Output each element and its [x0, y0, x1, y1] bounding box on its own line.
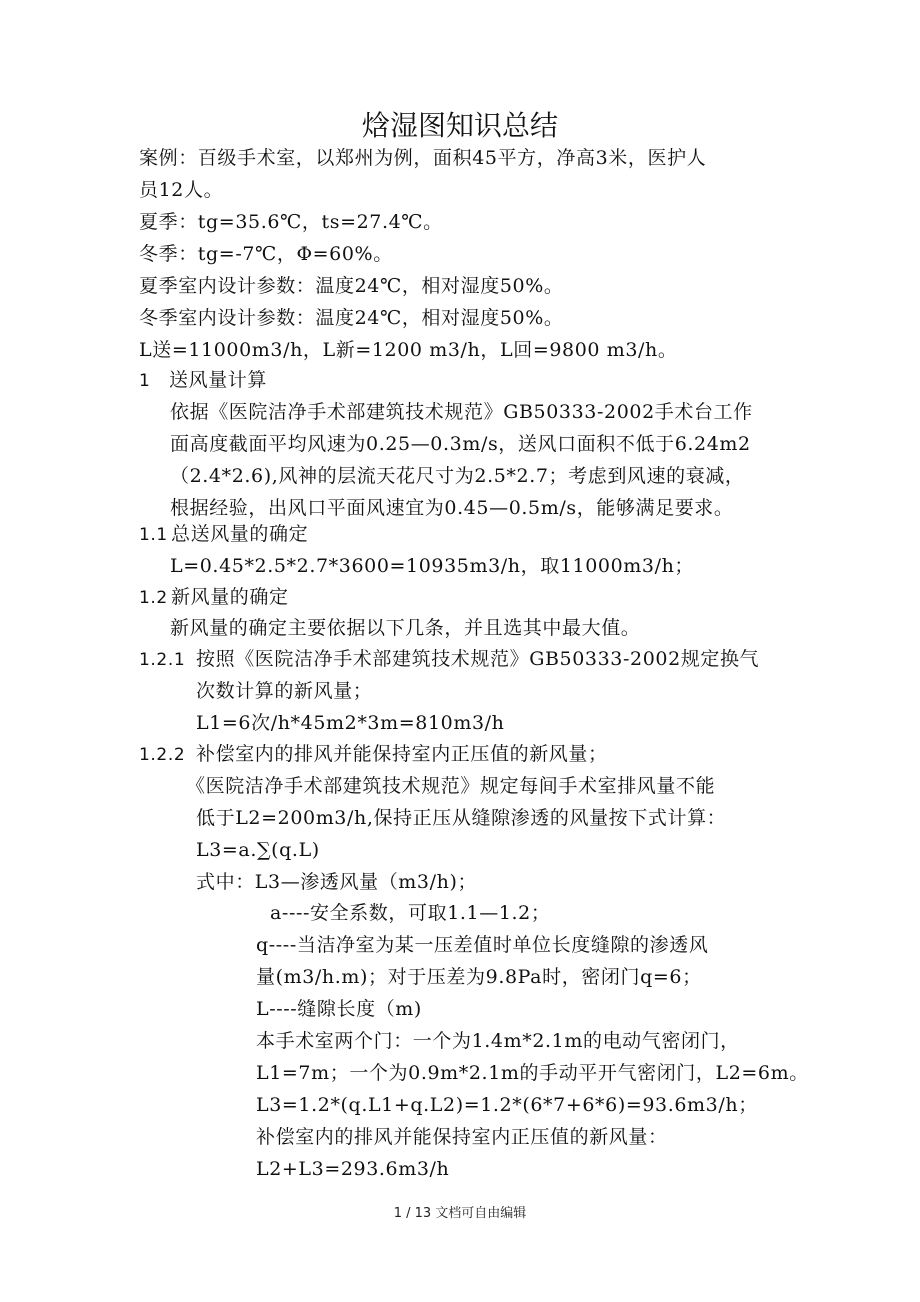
section-number: 1.2.2 [139, 745, 186, 765]
definition-L: L----缝隙长度（m) [256, 998, 422, 1020]
airflow-summary: L送=11000m3/h，L新=1200 m3/h，L回=9800 m3/h。 [139, 339, 678, 361]
section-1-2-1-line1: 1.2.1 按照《医院洁净手术部建筑技术规范》GB50333-2002规定换气 [139, 646, 759, 673]
section-1-para-line: （2.4*2.6),风神的层流天花尺寸为2.5*2.7；考虑到风速的衰减， [170, 465, 745, 487]
section-1-2-para: 新风量的确定主要依据以下几条，并且选其中最大值。 [170, 617, 641, 639]
section-number: 1.2 [139, 588, 168, 608]
section-1-2-1-line2: 次数计算的新风量； [196, 680, 373, 702]
infiltration-formula: L3=a.∑(q.L) [196, 839, 320, 861]
section-1-para-line: 依据《医院洁净手术部建筑技术规范》GB50333-2002手术台工作 [170, 401, 753, 423]
definition-q-line2: 量(m3/h.m)；对于压差为9.8Pa时，密闭门q=6； [256, 966, 702, 988]
section-title: 新风量的确定 [171, 586, 289, 608]
page-footer: 1 / 13 文档可自由编辑 [393, 1206, 527, 1221]
section-1-2-2-para2: 低于L2=200m3/h,保持正压从缝隙渗透的风量按下式计算： [196, 807, 727, 829]
air-change-formula: L1=6次/h*45m2*3m=810m3/h [196, 712, 505, 734]
winter-outdoor-params: 冬季：tg=-7℃，Φ=60%。 [139, 243, 393, 265]
definition-a: a----安全系数，可取1.1—1.2； [270, 902, 551, 924]
section-1-para-line: 面高度截面平均风速为0.25—0.3m/s，送风口面积不低于6.24m2 [170, 433, 751, 455]
summer-indoor-params: 夏季室内设计参数：温度24℃，相对湿度50%。 [139, 275, 564, 297]
summer-outdoor-params: 夏季：tg=35.6℃，ts=27.4℃。 [139, 211, 443, 233]
section-1-2-2-heading [139, 741, 608, 768]
section-1-para-line: 根据经验，出风口平面风速宜为0.45—0.5m/s，能够满足要求。 [170, 497, 734, 519]
section-number: 1.1 [139, 525, 168, 545]
doors-description-line2: L1=7m；一个为0.9m*2.1m的手动平开气密闭门，L2=6m。 [256, 1062, 809, 1084]
total-supply-formula: L=0.45*2.5*2.7*3600=10935m3/h，取11000m3/h； [170, 555, 695, 577]
definition-q-line1: q----当洁净室为某一压差值时单位长度缝隙的渗透风 [256, 934, 709, 956]
section-title: 总送风量的确定 [171, 523, 309, 545]
conclusion-result: L2+L3=293.6m3/h [256, 1158, 450, 1180]
section-1-1-heading [139, 521, 308, 548]
section-1-2-heading [139, 584, 289, 611]
section-number: 1.2.1 [139, 650, 186, 670]
case-description-line2: 员12人。 [139, 179, 224, 201]
winter-indoor-params: 冬季室内设计参数：温度24℃，相对湿度50%。 [139, 307, 564, 329]
L3-calculation: L3=1.2*(q.L1+q.L2)=1.2*(6*7+6*6)=93.6m3/h； [256, 1094, 758, 1116]
case-description-line1: 案例：百级手术室，以郑州为例，面积45平方，净高3米，医护人 [139, 147, 707, 169]
formula-where: 式中：L3—渗透风量（m3/h)； [196, 871, 478, 893]
doors-description-line1: 本手术室两个门：一个为1.4m*2.1m的电动气密闭门， [256, 1030, 740, 1052]
conclusion-label: 补偿室内的排风并能保持室内正压值的新风量： [256, 1126, 668, 1148]
section-1-heading [139, 367, 267, 394]
section-number: 1 [139, 371, 151, 391]
section-1-2-2-para1: 《医院洁净手术部建筑技术规范》规定每间手术室排风量不能 [186, 775, 716, 797]
section-title: 补偿室内的排风并能保持室内正压值的新风量； [196, 743, 608, 765]
document-title: 焓湿图知识总结 [361, 109, 558, 142]
section-title: 送风量计算 [169, 369, 268, 391]
